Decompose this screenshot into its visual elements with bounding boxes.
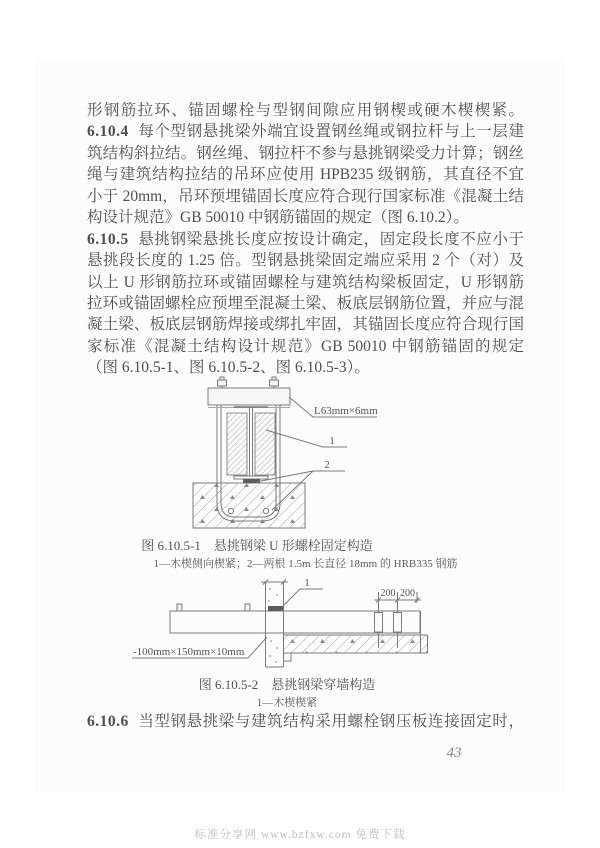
beam-stud (245, 604, 250, 611)
callout-1-label: 1 (304, 577, 310, 589)
section-number: 6.10.6 (87, 713, 129, 730)
figure-2-caption: 图 6.10.5-2 悬挑钢梁穿墙构造 (198, 677, 376, 692)
section-number: 6.10.4 (87, 123, 129, 141)
watermark: 标准分享网 www.bzfxw.com 免费下载 (194, 829, 406, 841)
body-text (87, 711, 524, 732)
section-number: 6.10.5 (87, 230, 129, 248)
angle-plate (208, 388, 290, 405)
body-line: 6.10.6 当型钢悬挑梁与建筑结构采用螺栓钢压板连接固定时， (87, 713, 524, 730)
figure-2-legend: 1—木楔楔紧 (256, 697, 318, 709)
body-line: 悬挑段长度的 1.25 倍。型钢悬挑梁固定端应采用 2 个（对）及 (87, 252, 524, 270)
packing-pad (243, 479, 260, 483)
dimension-label: 200 (400, 588, 415, 599)
body-line: 形钢筋拉环、锚固螺栓与型钢间隙应用钢楔或硬木楔楔紧。 (87, 102, 524, 119)
figure-2-diagram (100, 574, 480, 674)
beam-stud (177, 604, 182, 611)
body-line: 凝土梁、板底层钢筋焊接或绑扎牢固，其锚固长度应符合现行国 (87, 316, 524, 334)
figure-1-legend: 1—木楔侧向楔紧；2—两根 1.5m 长直径 18mm 的 HRB335 钢筋 (153, 558, 458, 570)
figure-1-caption: 图 6.10.5-1 悬挑钢梁 U 形螺栓固定构造 (141, 538, 373, 553)
wood-wedge (255, 413, 275, 475)
bolt-nut (218, 377, 279, 389)
angle-size-label: L63mm×6mm (314, 405, 378, 417)
figure-1-diagram (140, 376, 410, 536)
plate-size-label: -100mm×150mm×10mm (133, 646, 245, 658)
concrete-dots (268, 588, 278, 663)
body-line: 构设计规范》GB 50010 中钢筋锚固的规定（图 6.10.2）。 (87, 209, 469, 227)
dimension-label: 200 (380, 588, 396, 599)
wood-wedge (227, 413, 247, 475)
callout-1-label: 1 (329, 435, 335, 447)
body-line: 家标准《混凝土结构设计规范》GB 50010 中钢筋锚固的规定 (87, 337, 524, 355)
body-line: 拉环或锚固螺栓应预埋至混凝土梁、板底层钢筋位置，并应与混 (87, 294, 524, 312)
wood-wedge (268, 606, 283, 611)
body-line: 以上 U 形钢筋拉环或锚固螺栓与建筑结构梁板固定，U 形钢筋 (87, 273, 524, 291)
body-line: 筑结构斜拉结。钢丝绳、钢拉杆不参与悬挑钢梁受力计算；钢丝 (87, 144, 524, 162)
rebar-section (228, 508, 233, 513)
body-text (87, 100, 524, 379)
wall-section (261, 580, 291, 668)
body-line: 6.10.5 悬挑钢梁悬挑长度应按设计确定，固定段长度不应小于 (87, 230, 524, 248)
callout-2-label: 2 (324, 459, 330, 471)
body-line: 绳与建筑结构拉结的吊环应使用 HPB235 级钢筋，其直径不宜 (87, 166, 524, 184)
page-number: 43 (446, 745, 462, 761)
body-line: 6.10.4 每个型钢悬挑梁外端宜设置钢丝绳或钢拉杆与上一层建 (87, 123, 524, 141)
rebar-section (263, 508, 268, 513)
body-line: 小于 20mm，吊环预埋锚固长度应符合现行国家标准《混凝土结 (87, 187, 524, 205)
body-line: （图 6.10.5-1、图 6.10.5-2、图 6.10.5-3）。 (87, 359, 370, 377)
